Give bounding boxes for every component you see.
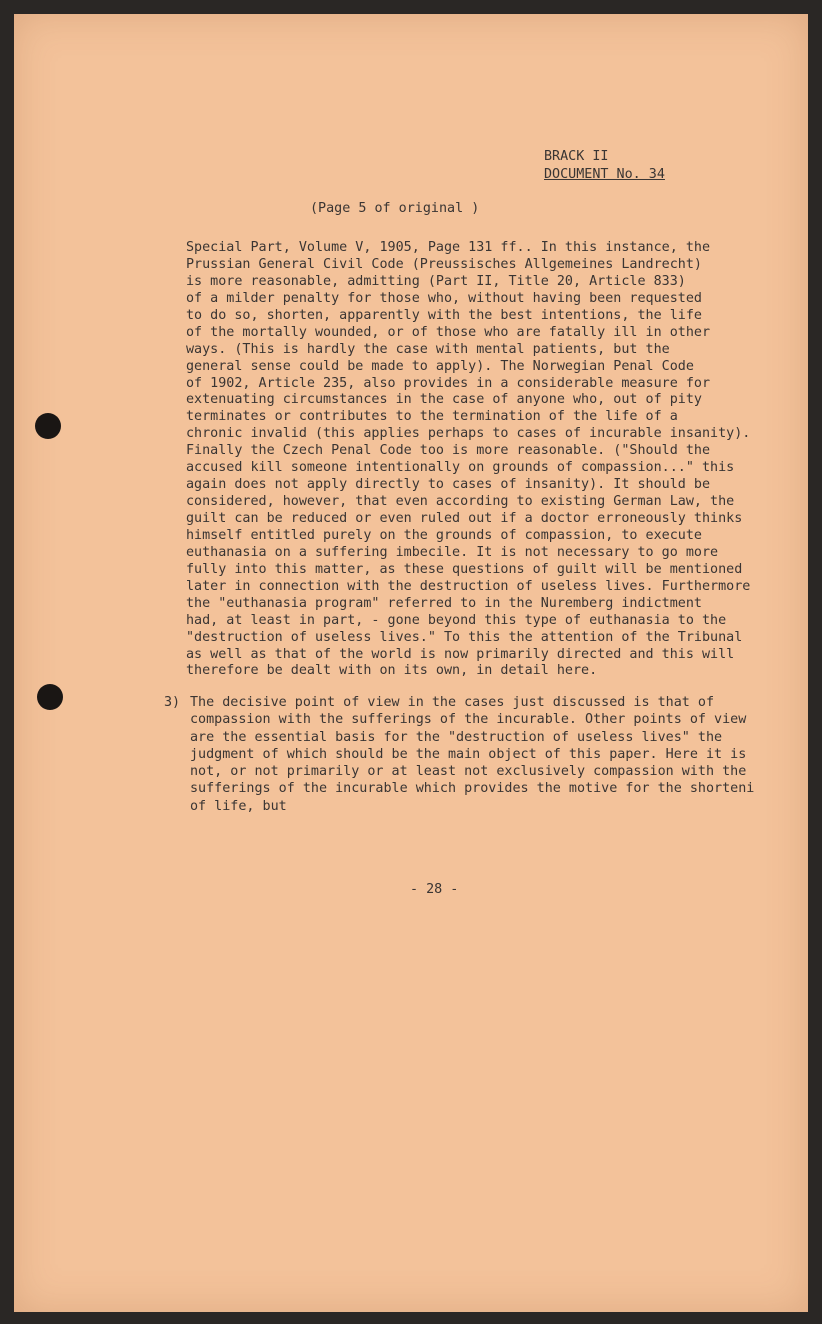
text-line: general sense could be made to apply). The Norwegian Penal Code <box>186 358 694 374</box>
text-line: considered, however, that even according to existing German Law, the <box>186 494 735 510</box>
text-line: therefore be dealt with on its own, in detail here. <box>186 663 598 679</box>
text-line: again does not apply directly to cases of insanity). It should be <box>186 477 711 493</box>
text-line: to do so, shorten, apparently with the best intentions, the life <box>186 307 702 323</box>
item-number: 3) <box>164 695 181 710</box>
text-line: the "euthanasia program" referred to in the Nuremberg indictment <box>186 595 702 611</box>
body-paragraph <box>186 240 786 680</box>
text-line: later in connection with the destruction of useless lives. Furthermore <box>186 578 751 594</box>
text-line: fully into this matter, as these questions of guilt will be mentioned <box>186 561 743 577</box>
text-line: of a milder penalty for those who, without having been requested <box>186 290 702 306</box>
document-page <box>14 14 808 1312</box>
text-line: is more reasonable, admitting (Part II, Title 20, Article 833) <box>186 273 686 289</box>
text-line: Special Part, Volume V, 1905, Page 131 ff.. In this instance, the <box>186 240 711 255</box>
text-line: guilt can be reduced or even ruled out if a doctor erroneously thinks <box>186 511 743 526</box>
text-line: accused kill someone intentionally on grounds of compassion..." this <box>186 460 735 476</box>
page-number: - 28 - <box>410 882 459 897</box>
text-line: The decisive point of view in the cases just discussed is that of <box>190 695 715 710</box>
text-line: as well as that of the world is now primarily directed and this will <box>186 646 735 662</box>
text-line: terminates or contributes to the termination of the life of a <box>186 409 678 425</box>
original-page-note: (Page 5 of original ) <box>310 201 480 216</box>
document-number: DOCUMENT No. 34 <box>544 167 665 182</box>
text-line: judgment of which should be the main object of this paper. Here it is <box>190 746 747 762</box>
text-line: "destruction of useless lives." To this the attention of the Tribunal <box>186 629 743 645</box>
text-line: himself entitled purely on the grounds of compassion, to execute <box>186 527 702 543</box>
text-line: had, at least in part, - gone beyond this type of euthanasia to the <box>186 612 727 628</box>
case-title: BRACK II <box>544 149 609 164</box>
text-line: are the essential basis for the "destruction of useless lives" the <box>190 729 723 745</box>
text-line: sufferings of the incurable which provides the motive for the shorteni <box>190 781 755 797</box>
item-text <box>190 694 804 815</box>
text-line: of life, but <box>190 798 287 814</box>
text-line: extenuating circumstances in the case of anyone who, out of pity <box>186 392 702 408</box>
text-line: ways. (This is hardly the case with mental patients, but the <box>186 341 670 357</box>
numbered-paragraph-3 <box>164 694 804 815</box>
text-line: of the mortally wounded, or of those who are fatally ill in other <box>186 324 711 340</box>
text-line: euthanasia on a suffering imbecile. It is not necessary to go more <box>186 544 719 560</box>
text-line: not, or not primarily or at least not exclusively compassion with the <box>190 764 747 780</box>
text-line: compassion with the sufferings of the incurable. Other points of view <box>190 712 747 728</box>
text-line: Prussian General Civil Code (Preussisches Allgemeines Landrecht) <box>186 256 702 272</box>
document-header <box>544 148 665 184</box>
text-line: chronic invalid (this applies perhaps to cases of incurable insanity). <box>186 426 751 442</box>
text-line: of 1902, Article 235, also provides in a considerable measure for <box>186 375 711 391</box>
punch-hole-bottom <box>37 684 63 710</box>
text-line: Finally the Czech Penal Code too is more reasonable. ("Should the <box>186 443 711 459</box>
punch-hole-top <box>35 413 61 439</box>
